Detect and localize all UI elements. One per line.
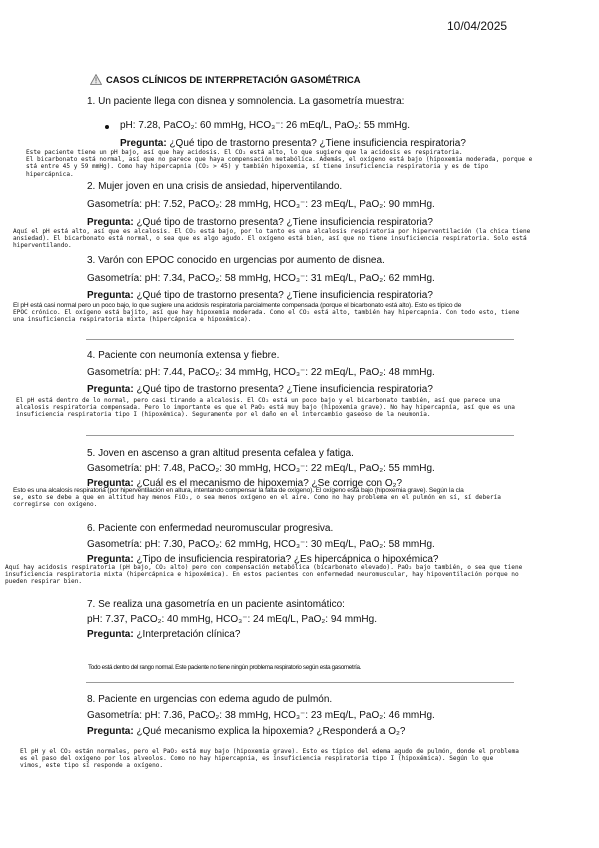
pregunta-label: Pregunta: [87, 554, 134, 565]
divider [86, 682, 514, 683]
case-6-answer [5, 564, 522, 586]
case-1-data: pH: 7.28, PaCO₂: 60 mmHg, HCO₃⁻: 26 mEq/L, PaO₂: 55 mmHg. [120, 120, 410, 131]
answer-line: Esto es una alcalosis respiratoria (por hiperventilación en altura, intentando compensar la falta de oxígeno). El oxígeno está bajo (hipoxemia grave). Según la cla [13, 487, 464, 494]
answer-line: El pH y el CO₂ están normales, pero el PaO₂ está muy bajo (hipoxemia grave). Esto es típico del edema agudo de pulmón, donde el problema [20, 748, 519, 755]
case-4-data: Gasometría: pH: 7.44, PaCO₂: 34 mmHg, HCO₃⁻: 22 mEq/L, PaO₂: 48 mmHg. [87, 367, 435, 378]
case-2-answer [13, 228, 530, 250]
answer-line: hipercápnica. [26, 170, 74, 178]
case-5-question-text: ¿Cuál es el mecanismo de hipoxemia? ¿Se corrige con O₂? [136, 478, 403, 489]
case-7-heading: 7. Se realiza una gasometría en un paciente asintomático: [87, 599, 345, 610]
case-7-question-text: ¿Interpretación clínica? [136, 629, 241, 640]
bullet-icon [105, 125, 109, 129]
answer-line: vimos, este tipo sí responde a oxígeno. [20, 762, 164, 770]
answer-line: hiperventilando. [13, 242, 72, 250]
case-4-question-text: ¿Qué tipo de trastorno presenta? ¿Tiene insuficiencia respiratoria? [136, 384, 433, 395]
document-title [90, 74, 361, 85]
case-2-heading: 2. Mujer joven en una crisis de ansiedad, hiperventilando. [87, 181, 343, 192]
case-1-question-text: ¿Qué tipo de trastorno presenta? ¿Tiene insuficiencia respiratoria? [169, 138, 466, 149]
case-7-data: pH: 7.37, PaCO₂: 40 mmHg, HCO₃⁻: 24 mEq/L, PaO₂: 94 mmHg. [87, 614, 377, 625]
answer-line: stá entre 45 y 59 mmHg). Como hay hipercapnia (CO₂ > 45) y también hipoxemia, sí tiene insuficiencia respiratoria y es de tipo [26, 163, 489, 171]
pregunta-label: Pregunta: [87, 629, 134, 640]
pregunta-label: Pregunta: [87, 290, 134, 301]
pregunta-label: Pregunta: [87, 384, 134, 395]
answer-line: ansiedad). El bicarbonato está normal, o sea que es algo agudo. El oxígeno está bien, así que no tiene insuficiencia respiratoria. Solo está [13, 235, 527, 243]
answer-line: pueden respirar bien. [5, 578, 83, 586]
answer-line: El bicarbonato está normal, así que no parece que haya compensación metabólica. Además, el oxígeno está bajo (hipoxemia moderada, porque e [26, 156, 533, 164]
pregunta-label: Pregunta: [120, 138, 167, 149]
case-8-question [87, 726, 405, 737]
case-6-question-text: ¿Tipo de insuficiencia respiratoria? ¿Es hipercápnica o hipoxémica? [136, 554, 439, 565]
warning-icon [90, 74, 102, 85]
answer-line: insuficiencia respiratoria tipo I (hipoxémica). Seguramente por el daño en el intercambio gaseoso de la neumonía. [16, 411, 431, 419]
case-5-heading: 5. Joven en ascenso a gran altitud presenta cefalea y fatiga. [87, 448, 354, 459]
pregunta-label: Pregunta: [87, 478, 134, 489]
divider [86, 339, 514, 340]
case-3-question-text: ¿Qué tipo de trastorno presenta? ¿Tiene insuficiencia respiratoria? [136, 290, 433, 301]
divider [86, 435, 514, 436]
pregunta-label: Pregunta: [87, 217, 134, 228]
case-5-data: Gasometría: pH: 7.48, PaCO₂: 30 mmHg, HCO₃⁻: 22 mEq/L, PaO₂: 55 mmHg. [87, 463, 435, 474]
case-1-answer [26, 149, 532, 178]
case-6-data: Gasometría: pH: 7.30, PaCO₂: 62 mmHg, HCO₃⁻: 30 mEq/L, PaO₂: 58 mmHg. [87, 539, 435, 550]
case-6-heading: 6. Paciente con enfermedad neuromuscular progresiva. [87, 523, 334, 534]
answer-line: corregirse con oxígeno. [13, 501, 98, 509]
case-4-heading: 4. Paciente con neumonía extensa y fiebre. [87, 350, 280, 361]
case-4-question [87, 384, 433, 395]
case-1-question [120, 138, 466, 149]
case-7-question [87, 629, 240, 640]
answer-line: Aquí el pH está alto, así que es alcalosis. El CO₂ está bajo, por lo tanto es una alcalosis respiratoria por hiperventilación (la chica tiene [13, 228, 531, 235]
title-text: CASOS CLÍNICOS DE INTERPRETACIÓN GASOMÉTRICA [106, 74, 361, 85]
case-2-data: Gasometría: pH: 7.52, PaCO₂: 28 mmHg, HCO₃⁻: 23 mEq/L, PaO₂: 90 mmHg. [87, 199, 435, 210]
pregunta-label: Pregunta: [87, 726, 134, 737]
document-date: 10/04/2025 [447, 19, 508, 33]
case-8-data: Gasometría: pH: 7.36, PaCO₂: 38 mmHg, HCO₃⁻: 23 mEq/L, PaO₂: 46 mmHg. [87, 710, 435, 721]
case-2-question [87, 217, 433, 228]
case-2-question-text: ¿Qué tipo de trastorno presenta? ¿Tiene insuficiencia respiratoria? [136, 217, 433, 228]
case-8-heading: 8. Paciente en urgencias con edema agudo de pulmón. [87, 694, 333, 705]
case-3-heading: 3. Varón con EPOC conocido en urgencias por aumento de disnea. [87, 255, 385, 266]
answer-line: EPOC crónico. El oxígeno está bajito, así que hay hipoxemia moderada. Como el CO₂ está alto, también hay hipercapnia. Con todo esto, tiene [13, 309, 520, 317]
case-4-answer [16, 397, 515, 419]
case-7-answer [88, 664, 361, 671]
case-1-heading: 1. Un paciente llega con disnea y somnolencia. La gasometría muestra: [87, 96, 405, 107]
answer-line: una insuficiencia respiratoria mixta (hipercápnica e hipoxémica). [13, 316, 252, 324]
answer-line: El pH está casi normal pero un poco bajo, lo que sugiere una acidosis respiratoria parcialmente compensada (porque el bicarbonato está alto). Esto es típico de [13, 302, 462, 309]
answer-line: Aquí hay acidosis respiratoria (pH bajo, CO₂ alto) pero con compensación metabólica (bicarbonato elevado). PaO₂ bajo también, o sea que tiene [5, 564, 523, 571]
case-3-answer [13, 302, 519, 324]
answer-line: se, esto se debe a que en altitud hay menos FiO₂, o sea menos oxígeno en el aire. Como no hay problema en el pulmón en sí, sí debería [13, 494, 501, 502]
case-8-answer [20, 748, 519, 770]
answer-line: Este paciente tiene un pH bajo, así que hay acidosis. El CO₂ está alto, lo que sugiere que la acidosis es respiratoria. [26, 149, 463, 156]
case-8-question-text: ¿Qué mecanismo explica la hipoxemia? ¿Responderá a O₂? [136, 726, 406, 737]
case-3-data: Gasometría: pH: 7.34, PaCO₂: 58 mmHg, HCO₃⁻: 31 mEq/L, PaO₂: 62 mmHg. [87, 273, 435, 284]
answer-line: alcalosis respiratoria compensada. Pero lo importante es que el PaO₂ está muy bajo (hipoxemia grave). No hay hipercapnia, así que es una [16, 404, 515, 412]
answer-line: Todo está dentro del rango normal. Este paciente no tiene ningún problema respiratorio según esta gasometría. [88, 664, 362, 671]
answer-line: insuficiencia respiratoria mixta (hipercápnica e hipoxémica). En estos pacientes con enfermedad neuromuscular, hay hipoventilación porque no [5, 571, 519, 579]
answer-line: es el paso del oxígeno por los alveolos. Como no hay hipercapnia, es insuficiencia respiratoria tipo I (hipoxémica). Según lo que [20, 755, 494, 763]
answer-line: El pH está dentro de lo normal, pero casi tirando a alcalosis. El CO₂ está un poco bajo y el bicarbonato también, así que parece una [16, 397, 501, 404]
case-3-question [87, 290, 433, 301]
case-5-answer [13, 487, 501, 509]
